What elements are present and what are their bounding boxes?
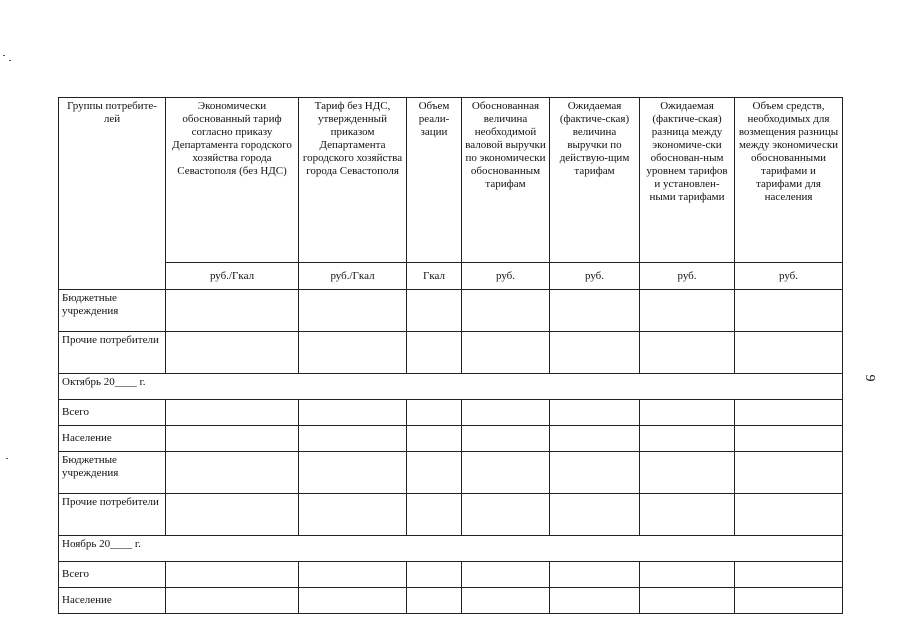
empty-cell bbox=[735, 400, 843, 426]
unit-cell: руб. bbox=[550, 263, 640, 290]
scan-artifact bbox=[9, 60, 11, 61]
table-row bbox=[59, 588, 843, 614]
empty-cell bbox=[407, 400, 462, 426]
empty-cell bbox=[462, 494, 550, 536]
empty-cell bbox=[640, 400, 735, 426]
row-label: Бюджетные учреждения bbox=[59, 452, 166, 494]
table-row bbox=[59, 494, 843, 536]
table-units-row bbox=[59, 263, 843, 290]
empty-cell bbox=[550, 290, 640, 332]
unit-cell: Гкал bbox=[407, 263, 462, 290]
row-label: Население bbox=[59, 588, 166, 614]
header-approved-tariff: Тариф без НДС, утвержденный приказом Департамента городского хозяйства города Севастополя bbox=[299, 98, 407, 263]
empty-cell bbox=[640, 494, 735, 536]
empty-cell bbox=[735, 290, 843, 332]
header-volume: Объем реали-зации bbox=[407, 98, 462, 263]
empty-cell bbox=[166, 332, 299, 374]
empty-cell bbox=[166, 290, 299, 332]
row-label: Всего bbox=[59, 562, 166, 588]
empty-cell bbox=[407, 494, 462, 536]
empty-cell bbox=[640, 452, 735, 494]
empty-cell bbox=[735, 332, 843, 374]
empty-cell bbox=[550, 588, 640, 614]
empty-cell bbox=[462, 332, 550, 374]
empty-cell bbox=[550, 426, 640, 452]
empty-cell bbox=[735, 562, 843, 588]
header-compensation-funds: Объем средств, необходимых для возмещения разницы между экономически обоснованными тарифами и тарифами для населения bbox=[735, 98, 843, 263]
empty-cell bbox=[299, 588, 407, 614]
empty-cell bbox=[407, 588, 462, 614]
empty-cell bbox=[462, 400, 550, 426]
tariff-table bbox=[58, 97, 843, 614]
empty-cell bbox=[299, 494, 407, 536]
header-justified-revenue: Обоснованная величина необходимой валовой выручки по экономически обоснованным тарифам bbox=[462, 98, 550, 263]
empty-cell bbox=[550, 562, 640, 588]
empty-cell bbox=[299, 426, 407, 452]
scan-artifact bbox=[6, 458, 8, 459]
empty-cell bbox=[550, 400, 640, 426]
empty-cell bbox=[550, 494, 640, 536]
empty-cell bbox=[640, 426, 735, 452]
empty-cell bbox=[407, 290, 462, 332]
table-header-row bbox=[59, 98, 843, 263]
empty-cell bbox=[640, 332, 735, 374]
empty-cell bbox=[640, 290, 735, 332]
empty-cell bbox=[407, 426, 462, 452]
unit-cell: руб. bbox=[735, 263, 843, 290]
month-row bbox=[59, 374, 843, 400]
empty-cell bbox=[640, 588, 735, 614]
empty-cell bbox=[640, 562, 735, 588]
empty-cell bbox=[166, 426, 299, 452]
unit-cell: руб./Гкал bbox=[166, 263, 299, 290]
empty-cell bbox=[735, 426, 843, 452]
empty-cell bbox=[407, 332, 462, 374]
table-body bbox=[59, 290, 843, 614]
table-row bbox=[59, 452, 843, 494]
row-label: Прочие потребители bbox=[59, 494, 166, 536]
table-row bbox=[59, 400, 843, 426]
empty-cell bbox=[462, 426, 550, 452]
empty-cell bbox=[462, 290, 550, 332]
empty-cell bbox=[462, 452, 550, 494]
row-label: Бюджетные учреждения bbox=[59, 290, 166, 332]
empty-cell bbox=[462, 562, 550, 588]
unit-cell: руб. bbox=[462, 263, 550, 290]
header-expected-revenue: Ожидаемая (фактиче-ская) величина выручки по действую-щим тарифам bbox=[550, 98, 640, 263]
row-label: Прочие потребители bbox=[59, 332, 166, 374]
table-row bbox=[59, 562, 843, 588]
header-groups: Группы потребите-лей bbox=[59, 98, 166, 290]
empty-cell bbox=[407, 562, 462, 588]
empty-cell bbox=[299, 452, 407, 494]
empty-cell bbox=[299, 400, 407, 426]
scan-artifact bbox=[3, 55, 5, 56]
month-label: Ноябрь 20____ г. bbox=[59, 536, 843, 562]
empty-cell bbox=[166, 588, 299, 614]
empty-cell bbox=[299, 562, 407, 588]
empty-cell bbox=[550, 452, 640, 494]
header-economic-tariff: Экономически обоснованный тариф согласно приказу Департамента городского хозяйства города Севастополя (без НДС) bbox=[166, 98, 299, 263]
month-row bbox=[59, 536, 843, 562]
unit-cell: руб./Гкал bbox=[299, 263, 407, 290]
empty-cell bbox=[735, 452, 843, 494]
empty-cell bbox=[166, 400, 299, 426]
page-number: 9 bbox=[862, 374, 877, 382]
empty-cell bbox=[462, 588, 550, 614]
empty-cell bbox=[735, 494, 843, 536]
table-row bbox=[59, 290, 843, 332]
table-row bbox=[59, 332, 843, 374]
empty-cell bbox=[407, 452, 462, 494]
row-label: Всего bbox=[59, 400, 166, 426]
empty-cell bbox=[166, 494, 299, 536]
header-expected-difference: Ожидаемая (фактиче-ская) разница между экономиче-ски обоснован-ным уровнем тарифов и установлен-ными тарифами bbox=[640, 98, 735, 263]
table-row bbox=[59, 426, 843, 452]
empty-cell bbox=[735, 588, 843, 614]
empty-cell bbox=[299, 290, 407, 332]
unit-cell: руб. bbox=[640, 263, 735, 290]
empty-cell bbox=[299, 332, 407, 374]
empty-cell bbox=[166, 452, 299, 494]
month-label: Октябрь 20____ г. bbox=[59, 374, 843, 400]
empty-cell bbox=[550, 332, 640, 374]
empty-cell bbox=[166, 562, 299, 588]
row-label: Население bbox=[59, 426, 166, 452]
